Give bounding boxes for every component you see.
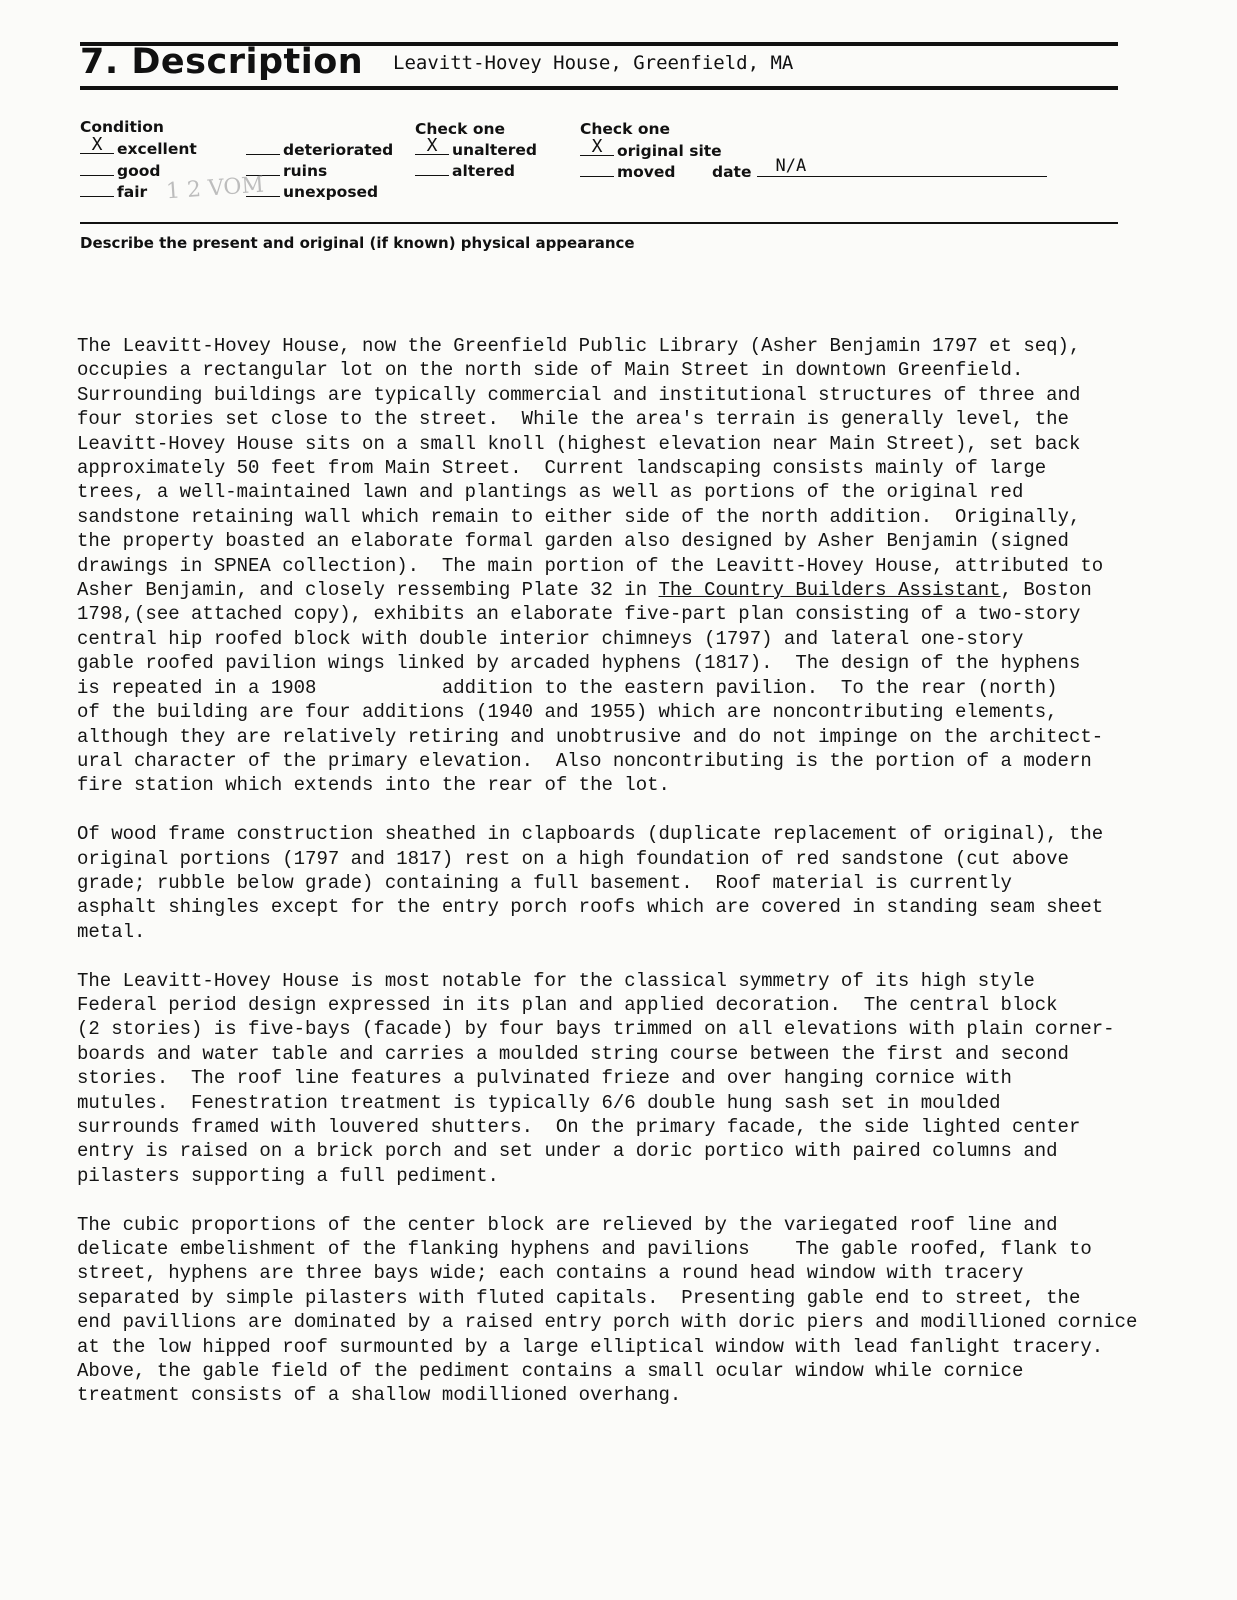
checkbox-blank[interactable] bbox=[80, 161, 114, 176]
property-name: Leavitt-Hovey House, Greenfield, MA bbox=[393, 52, 794, 74]
text-line: pilasters supporting a full pediment. bbox=[77, 1164, 499, 1187]
check-mark: X bbox=[426, 135, 438, 156]
option-label: unexposed bbox=[283, 183, 379, 201]
option-label: fair bbox=[117, 183, 148, 201]
option-label: good bbox=[117, 162, 161, 180]
instruction-text: Describe the present and original (if known) physical appearance bbox=[80, 234, 635, 252]
checkbox-blank[interactable] bbox=[246, 140, 280, 155]
checkbox-blank[interactable] bbox=[415, 135, 449, 156]
text-line: is repeated in a 1908 addition to the eastern pavilion. To the rear (north) bbox=[77, 676, 1058, 699]
condition-option-unexposed[interactable] bbox=[246, 182, 378, 202]
text-line: of the building are four additions (1940 and 1955) which are noncontributing elements, bbox=[77, 701, 1058, 724]
check-mark: X bbox=[591, 136, 603, 157]
book-title: The Country Builders Assistant bbox=[658, 579, 1001, 602]
condition-heading: Condition bbox=[80, 118, 164, 136]
description-body bbox=[77, 334, 1207, 1432]
option-label: moved bbox=[617, 163, 676, 181]
alteration-heading: Check one bbox=[415, 120, 506, 138]
text-line: (2 stories) is five-bays (facade) by four bays trimmed on all elevations with plain corner- bbox=[77, 1018, 1115, 1041]
checkbox-blank[interactable] bbox=[80, 182, 114, 197]
condition-option-fair[interactable] bbox=[80, 182, 147, 202]
date-field[interactable] bbox=[712, 156, 1047, 182]
checkbox-blank[interactable] bbox=[580, 162, 614, 177]
text-line: although they are relatively retiring and unobtrusive and do not impinge on the architect- bbox=[77, 725, 1104, 748]
received-stamp: 1 2 VOM bbox=[165, 172, 265, 205]
option-label: altered bbox=[452, 162, 515, 180]
text-line bbox=[77, 578, 1207, 602]
alteration-option-altered[interactable] bbox=[415, 161, 515, 181]
text-line: gable roofed pavilion wings linked by arcaded hyphens (1817). The design of the hyphens bbox=[77, 652, 1081, 675]
text-line: The cubic proportions of the center block are relieved by the variegated roof line and bbox=[77, 1213, 1058, 1236]
form-section-rule bbox=[80, 222, 1118, 224]
header-bottom-rule bbox=[80, 86, 1118, 90]
text-line: metal. bbox=[77, 920, 146, 943]
site-heading: Check one bbox=[580, 120, 671, 138]
text-line: surrounds framed with louvered shutters. On the primary facade, the side lighted center bbox=[77, 1115, 1081, 1138]
text-line: treatment consists of a shallow modillioned overhang. bbox=[77, 1384, 682, 1407]
date-label: date bbox=[712, 163, 752, 181]
condition-option-excellent[interactable] bbox=[80, 134, 197, 159]
text-line: separated by simple pilasters with fluted capitals. Presenting gable end to street, the bbox=[77, 1286, 1081, 1309]
section-title: 7. Description bbox=[80, 42, 364, 82]
text-line: entry is raised on a brick porch and set under a doric portico with paired columns and bbox=[77, 1140, 1058, 1163]
text-line: stories. The roof line features a pulvinated frieze and over hanging cornice with bbox=[77, 1067, 1012, 1090]
text-line: Above, the gable field of the pediment contains a small ocular window while cornice bbox=[77, 1360, 1024, 1383]
text-line: original portions (1797 and 1817) rest on a high foundation of red sandstone (cut above bbox=[77, 847, 1069, 870]
option-label: deteriorated bbox=[283, 141, 394, 159]
text-line: central hip roofed block with double interior chimneys (1797) and lateral one-story bbox=[77, 627, 1024, 650]
text-line: Leavitt-Hovey House sits on a small knoll (highest elevation near Main Street), set back bbox=[77, 432, 1081, 455]
text-segment: , Boston bbox=[1000, 579, 1092, 602]
text-line: fire station which extends into the rear of the lot. bbox=[77, 774, 670, 797]
text-segment: Asher Benjamin, and closely ressembing Plate 32 in bbox=[77, 579, 659, 602]
text-line: Of wood frame construction sheathed in clapboards (duplicate replacement of original), the bbox=[77, 823, 1104, 846]
text-line: 1798,(see attached copy), exhibits an elaborate five-part plan consisting of a two-story bbox=[77, 603, 1081, 626]
text-line: end pavillions are dominated by a raised entry porch with doric piers and modillioned cornice bbox=[77, 1311, 1138, 1334]
text-line: Federal period design expressed in its plan and applied decoration. The central block bbox=[77, 993, 1058, 1016]
paragraph-1 bbox=[77, 334, 1207, 798]
text-line: The Leavitt-Hovey House, now the Greenfield Public Library (Asher Benjamin 1797 et seq), bbox=[77, 335, 1081, 357]
text-line: approximately 50 feet from Main Street. Current landscaping consists mainly of large bbox=[77, 457, 1047, 480]
checkbox-blank[interactable] bbox=[580, 136, 614, 157]
text-line: boards and water table and carries a moulded string course between the first and second bbox=[77, 1042, 1069, 1065]
option-label: excellent bbox=[117, 140, 197, 158]
text-line: Surrounding buildings are typically commercial and institutional structures of three and bbox=[77, 383, 1081, 406]
text-line: delicate embelishment of the flanking hyphens and pavilions The gable roofed, flank to bbox=[77, 1237, 1092, 1260]
text-line: grade; rubble below grade) containing a full basement. Roof material is currently bbox=[77, 871, 1012, 894]
text-line: asphalt shingles except for the entry porch roofs which are covered in standing seam sheet bbox=[77, 896, 1104, 919]
text-line: occupies a rectangular lot on the north side of Main Street in downtown Greenfield. bbox=[77, 359, 1024, 382]
text-line: at the low hipped roof surmounted by a large elliptical window with lead fanlight tracery. bbox=[77, 1335, 1104, 1358]
site-option-moved[interactable] bbox=[580, 162, 676, 182]
condition-option-good[interactable] bbox=[80, 161, 161, 181]
check-mark: X bbox=[91, 134, 103, 155]
text-line: sandstone retaining wall which remain to either side of the north addition. Originally, bbox=[77, 505, 1081, 528]
alteration-option-unaltered[interactable] bbox=[415, 135, 538, 160]
text-line: ural character of the primary elevation. Also noncontributing is the portion of a modern bbox=[77, 749, 1092, 772]
text-line: trees, a well-maintained lawn and plantings as well as portions of the original red bbox=[77, 481, 1024, 504]
option-label: unaltered bbox=[452, 141, 538, 159]
checkbox-blank[interactable] bbox=[80, 134, 114, 155]
date-input-line[interactable] bbox=[757, 156, 1047, 177]
paragraph-4 bbox=[77, 1213, 1207, 1408]
option-label: ruins bbox=[283, 162, 328, 180]
text-line: drawings in SPNEA collection). The main portion of the Leavitt-Hovey House, attributed to bbox=[77, 554, 1104, 577]
text-line: street, hyphens are three bays wide; each contains a round head window with tracery bbox=[77, 1262, 1024, 1285]
date-value: N/A bbox=[775, 156, 807, 176]
paragraph-3 bbox=[77, 969, 1207, 1189]
text-line: the property boasted an elaborate formal garden also designed by Asher Benjamin (signed bbox=[77, 530, 1069, 553]
text-line: four stories set close to the street. While the area's terrain is generally level, the bbox=[77, 408, 1069, 431]
site-option-original[interactable] bbox=[580, 136, 722, 161]
text-line: mutules. Fenestration treatment is typically 6/6 double hung sash set in moulded bbox=[77, 1091, 1001, 1114]
text-line: The Leavitt-Hovey House is most notable for the classical symmetry of its high style bbox=[77, 969, 1035, 992]
paragraph-2 bbox=[77, 822, 1207, 944]
checkbox-blank[interactable] bbox=[415, 161, 449, 176]
option-label: original site bbox=[617, 142, 722, 160]
condition-option-deteriorated[interactable] bbox=[246, 140, 393, 160]
